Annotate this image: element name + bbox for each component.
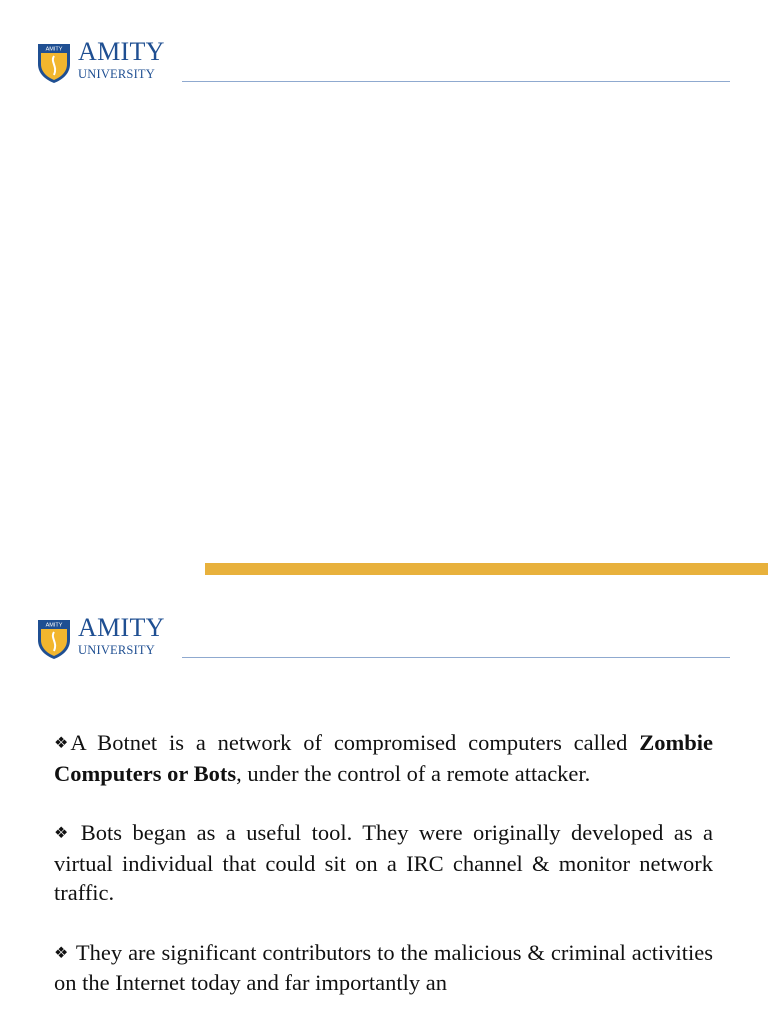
diamond-bullet-icon: ❖ — [54, 825, 69, 842]
header-divider — [182, 81, 730, 82]
logo-subtitle: UNIVERSITY — [78, 643, 155, 657]
bullet-paragraph-origins — [54, 818, 713, 908]
bullet-paragraph-botnet — [54, 728, 713, 788]
bullet-paragraph-impact — [54, 938, 713, 998]
logo-name: AMITY — [78, 613, 165, 642]
amity-shield-icon — [36, 616, 72, 660]
header-divider — [182, 657, 730, 658]
paragraph-text: , under the control of a remote attacker. — [236, 760, 591, 786]
diamond-bullet-icon: ❖ — [54, 735, 69, 752]
bold-term: Zombie Computers or Bots — [54, 730, 713, 786]
slide-content — [54, 728, 713, 1028]
paragraph-text: A Botnet is a network of compromised computers called — [70, 730, 640, 755]
paragraph-text: They are significant contributors to the malicious & criminal activities on the Internet today and far importantly an — [54, 939, 713, 995]
accent-bar — [205, 563, 768, 575]
svg-text:AMITY: AMITY — [45, 46, 63, 53]
logo-subtitle: UNIVERSITY — [78, 67, 155, 81]
amity-logo — [36, 613, 172, 660]
paragraph-text: Bots began as a useful tool. They were originally developed as a virtual individual that could sit on a IRC channel & monitor network traffic. — [54, 820, 713, 905]
amity-logo — [36, 37, 172, 84]
amity-shield-icon — [36, 40, 72, 84]
slide-2 — [0, 580, 768, 1024]
svg-text:AMITY: AMITY — [45, 622, 63, 629]
diamond-bullet-icon: ❖ — [54, 944, 69, 962]
logo-name: AMITY — [78, 37, 165, 66]
